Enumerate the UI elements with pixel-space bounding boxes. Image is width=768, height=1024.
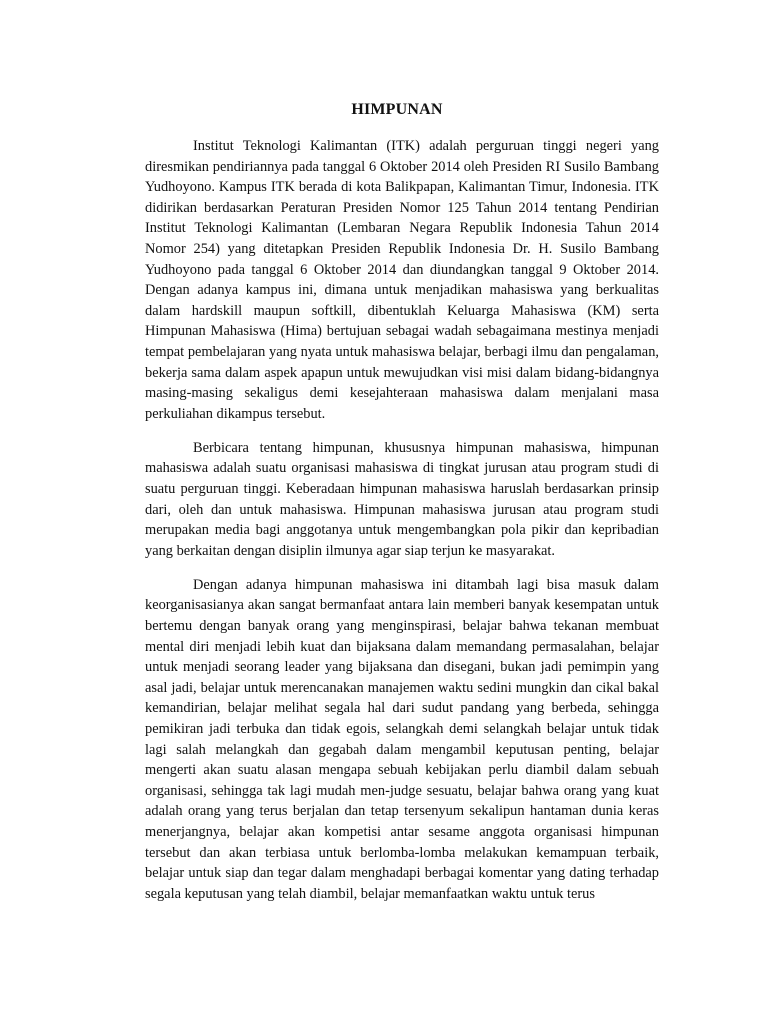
- paragraph-1: Institut Teknologi Kalimantan (ITK) adalah perguruan tinggi negeri yang diresmikan pendiriannya pada tanggal 6 Oktober 2014 oleh Presiden RI Susilo Bambang Yudhoyono. Kampus ITK berada di kota Balikpapan, Kalimantan Timur, Indonesia. ITK didirikan berdasarkan Peraturan Presiden Nomor 125 Tahun 2014 tentang Pendirian Institut Teknologi Kalimantan (Lembaran Negara Republik Indonesia Tahun 2014 Nomor 254) yang ditetapkan Presiden Republik Indonesia Dr. H. Susilo Bambang Yudhoyono pada tanggal 6 Oktober 2014 dan diundangkan tanggal 9 Oktober 2014. Dengan adanya kampus ini, dimana untuk menjadikan mahasiswa yang berkualitas dalam hardskill maupun softkill, dibentuklah Keluarga Mahasiswa (KM) serta Himpunan Mahasiswa (Hima) bertujuan sebagai wadah sebagaimana mestinya menjadi tempat pembelajaran yang nyata untuk mahasiswa belajar, berbagi ilmu dan pengalaman, bekerja sama dalam aspek apapun untuk mewujudkan visi misi dalam bidang-bidangnya masing-masing sekaligus demi kesejahteraan mahasiswa dalam menjalani masa perkuliahan dikampus tersebut.: [145, 138, 659, 422]
- document-title: HIMPUNAN: [351, 101, 443, 118]
- paragraph-2: Berbicara tentang himpunan, khususnya himpunan mahasiswa, himpunan mahasiswa adalah suatu organisasi mahasiswa di tingkat jurusan atau program studi di suatu perguruan tinggi. Keberadaan himpunan mahasiswa haruslah berdasarkan prinsip dari, oleh dan untuk mahasiswa. Himpunan mahasiswa jurusan atau program studi merupakan media bagi anggotanya untuk mengembangkan pola pikir dan kepribadian yang berkaitan dengan disiplin ilmunya agar siap terjun ke masyarakat.: [145, 439, 659, 559]
- document-body: [145, 136, 659, 918]
- paragraph-3: Dengan adanya himpunan mahasiswa ini ditambah lagi bisa masuk dalam keorganisasianya akan sangat bermanfaat antara lain memberi banyak kesempatan untuk bertemu dengan banyak orang yang menginspirasi, belajar bahwa tekanan membuat mental diri menjadi lebih kuat dan bijaksana dalam memandang permasalahan, belajar untuk menjadi seorang leader yang bijaksana dan disegani, bukan jadi pemimpin yang asal jadi, belajar untuk merencanakan manajemen waktu sedini mungkin dan cikal bakal kemandirian, belajar melihat segala hal dari sudut pandang yang berbeda, sehingga pemikiran jadi terbuka dan tidak egois, selangkah demi selangkah belajar untuk tidak lagi salah melangkah dan gegabah dalam mengambil keputusan penting, belajar mengerti akan suatu alasan mengapa sebuah kebijakan perlu diambil dalam sebuah organisasi, sehingga tak lagi mudah men-judge sesuatu, belajar bahwa orang yang kuat adalah orang yang terus berjalan dan tetap tersenyum sekalipun hantaman dunia keras menerjangnya, belajar akan kompetisi antar sesame anggota organisasi himpunan tersebut dan akan terbiasa untuk berlomba-lomba melakukan kemampuan terbaik, belajar untuk siap dan tegar dalam menghadapi berbagai komentar yang dating terhadap segala keputusan yang telah diambil, belajar memanfaatkan waktu untuk terus: [145, 576, 659, 902]
